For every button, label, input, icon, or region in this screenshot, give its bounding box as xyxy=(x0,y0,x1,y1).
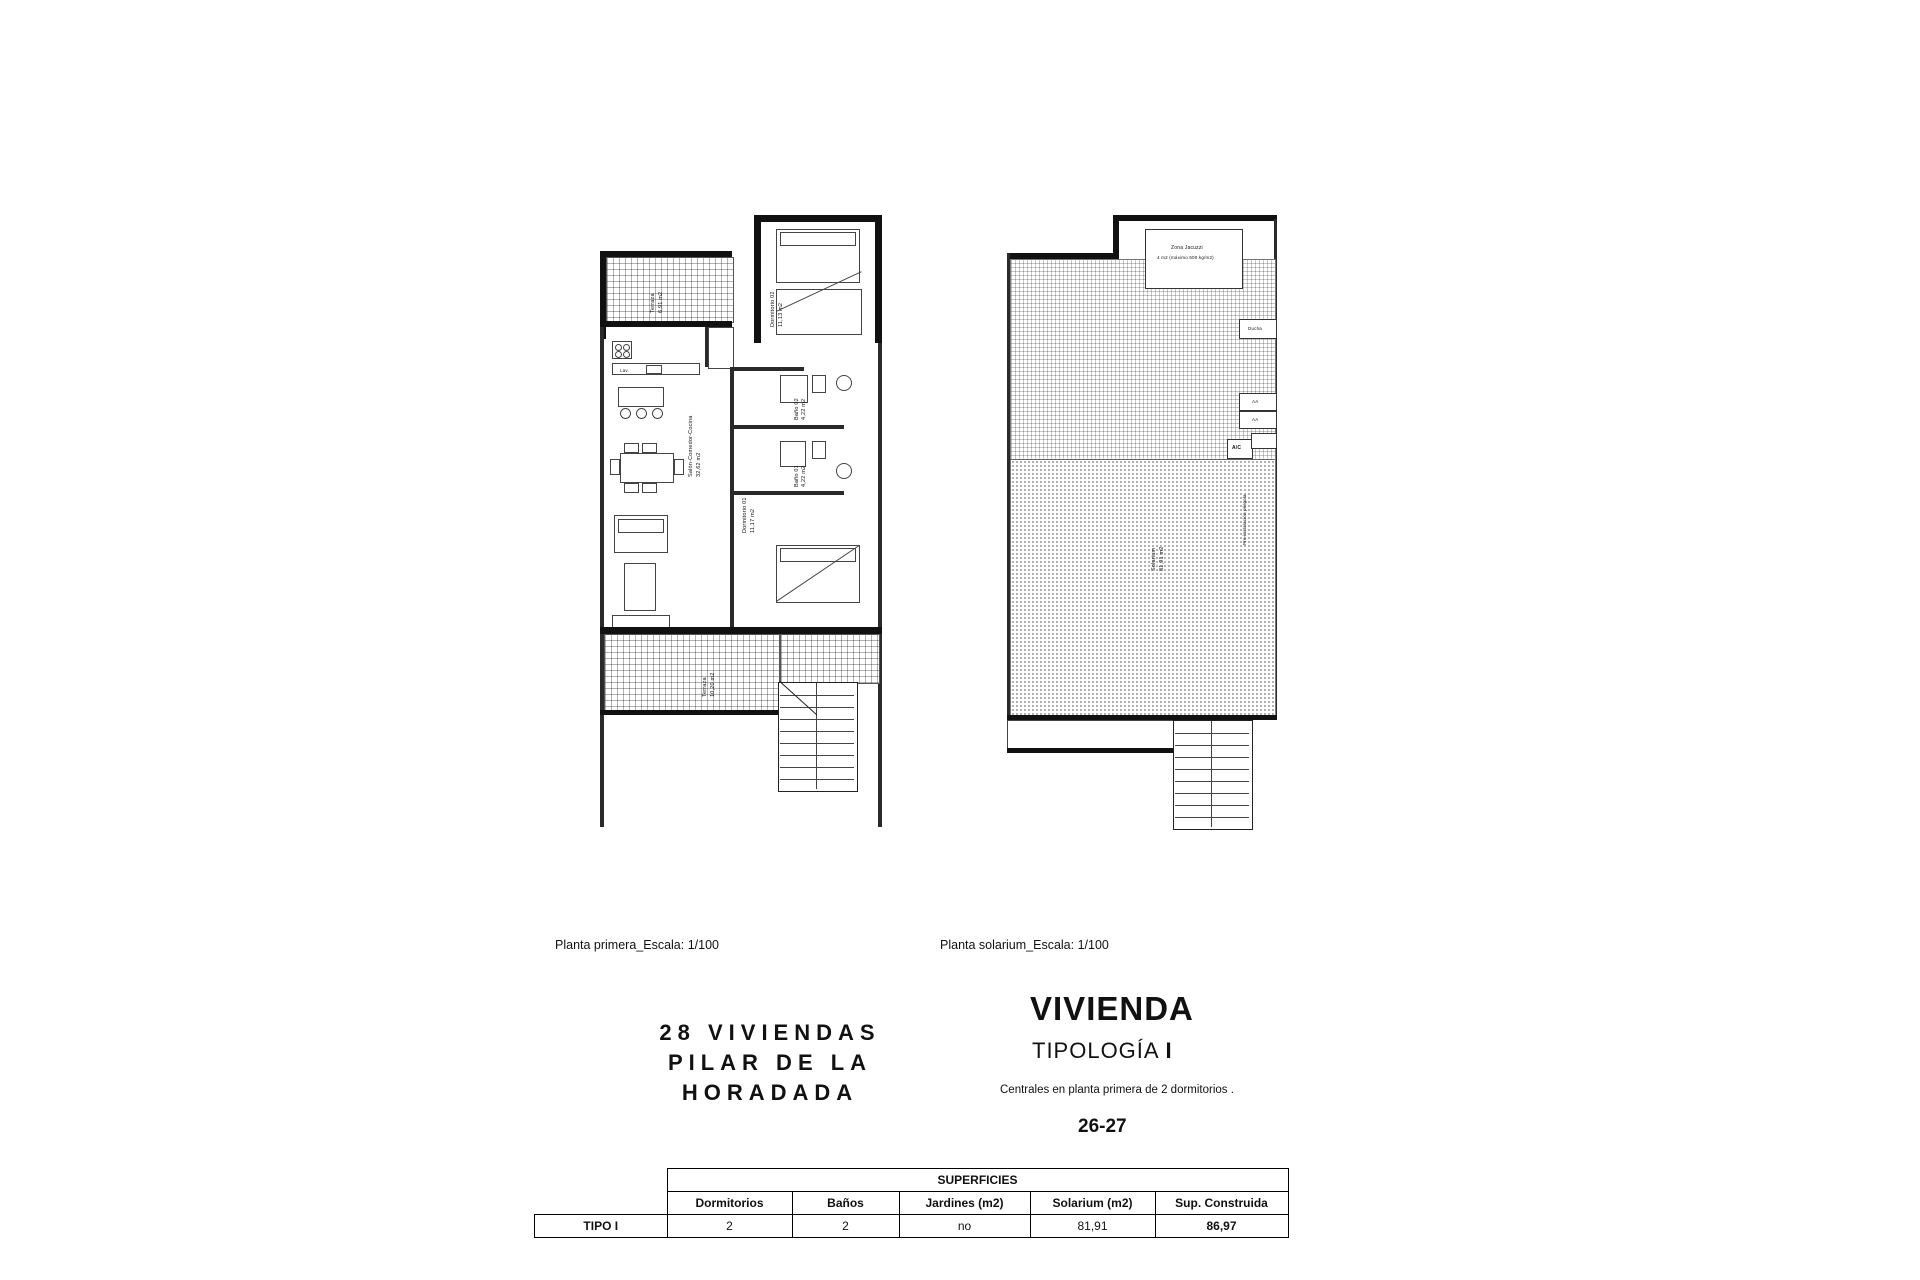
surfaces-table xyxy=(534,1168,1289,1238)
label-aa-2: AA xyxy=(1252,417,1259,422)
solarium-bottom-strip xyxy=(1007,720,1175,750)
label-dormitorio-01-area: 11,17 m2 xyxy=(750,508,756,533)
cell-jardines: no xyxy=(899,1215,1030,1238)
header-dormitorios: Dormitorios xyxy=(667,1192,792,1215)
label-pergola: Pre-instalación pérgola xyxy=(1242,494,1247,545)
project-title-line-3: HORADADA xyxy=(681,1080,859,1105)
row-label-tipo: TIPO I xyxy=(535,1215,668,1238)
subnote: Centrales en planta primera de 2 dormitorios . xyxy=(1000,1084,1234,1096)
label-zona-jacuzzi-note: 4 m2 (máximo 500 kg/m2) xyxy=(1157,255,1214,260)
label-dormitorio-02-area: 11,13 m2 xyxy=(778,302,784,327)
caption-first-floor: Planta primera_Escala: 1/100 xyxy=(555,938,719,952)
solarium-lower-surface xyxy=(1010,459,1276,717)
label-terraza-top-area: 6,91 m2 xyxy=(658,291,664,313)
stair-step-6 xyxy=(780,755,854,756)
tipologia-value: I xyxy=(1165,1038,1173,1063)
label-dormitorio-01: Dormitorio 01 xyxy=(742,497,748,533)
label-bano-02: Baño 02 xyxy=(794,398,800,420)
stool-3 xyxy=(652,408,663,419)
coffee-table xyxy=(624,563,656,611)
solarium-stair-step-1 xyxy=(1175,733,1249,734)
wall-bottom-outer xyxy=(600,710,780,715)
solarium-stair-step-6 xyxy=(1175,793,1249,794)
sink-01 xyxy=(836,463,852,479)
terrace-bottom-floor-2 xyxy=(780,634,880,684)
solarium-wall-top xyxy=(1113,215,1277,221)
wall-right-main xyxy=(878,343,882,827)
first-floor-plan xyxy=(590,215,890,905)
toilet-01 xyxy=(812,441,826,459)
wall-bath01-bottom xyxy=(734,491,844,495)
pergola-dash-1 xyxy=(1010,459,1274,460)
tipologia-line xyxy=(1032,1038,1173,1064)
shower-01 xyxy=(780,441,806,467)
solarium-plan xyxy=(985,215,1285,905)
solarium-stair-rail xyxy=(1211,721,1212,827)
table-spacer-2 xyxy=(535,1192,668,1215)
table-title: SUPERFICIES xyxy=(667,1169,1288,1192)
solarium-stair-step-2 xyxy=(1175,745,1249,746)
stair-step-7 xyxy=(780,767,854,768)
cell-solarium: 81,91 xyxy=(1030,1215,1155,1238)
label-ducha: Ducha xyxy=(1248,326,1263,331)
stair-step-2 xyxy=(780,707,854,708)
burner-3 xyxy=(615,351,622,358)
label-aa-1: AA xyxy=(1252,399,1259,404)
solarium-stair-step-7 xyxy=(1175,805,1249,806)
label-solarium: Solarium xyxy=(1151,547,1157,571)
wall-bottom-band xyxy=(600,627,882,634)
sink-02 xyxy=(836,375,852,391)
table-title-row xyxy=(535,1169,1289,1192)
stairs-first-floor xyxy=(778,682,858,792)
solarium-stair-step-5 xyxy=(1175,781,1249,782)
wall-top-right xyxy=(875,215,882,343)
cell-banos: 2 xyxy=(792,1215,899,1238)
label-bano-02-area: 4,22 m2 xyxy=(801,398,807,420)
header-sup-construida: Sup. Construida xyxy=(1155,1192,1288,1215)
solarium-wall-bottom-2 xyxy=(1007,748,1173,753)
wall-left-main xyxy=(600,327,604,827)
bed-02-pillow xyxy=(780,232,856,246)
label-salon: Salón-Comedor-Cocina xyxy=(688,415,694,477)
unit-numbers: 26-27 xyxy=(1078,1116,1127,1137)
wall-bath02-top xyxy=(734,367,804,371)
wall-top xyxy=(754,215,882,222)
sink-icon xyxy=(646,365,662,374)
stool-1 xyxy=(620,408,631,419)
stairs-solarium xyxy=(1173,720,1253,830)
solarium-stair-step-4 xyxy=(1175,769,1249,770)
wall-top-left xyxy=(754,215,761,343)
stair-step-1 xyxy=(780,695,854,696)
header-solarium: Solarium (m2) xyxy=(1030,1192,1155,1215)
stair-step-8 xyxy=(780,779,854,780)
project-title-line-1: 28 VIVIENDAS xyxy=(659,1020,881,1045)
ac-duct xyxy=(1251,433,1277,449)
wardrobe-02 xyxy=(776,289,862,335)
label-zona-jacuzzi: Zona Jacuzzi xyxy=(1171,245,1203,251)
closet-fgo xyxy=(708,327,734,369)
cell-sup-construida: 86,97 xyxy=(1155,1215,1288,1238)
chair-d6 xyxy=(674,459,684,475)
label-lav: Lav. xyxy=(620,368,629,373)
burner-1 xyxy=(615,344,622,351)
header-banos: Baños xyxy=(792,1192,899,1215)
label-terraza-top: Terraza xyxy=(650,293,656,313)
stair-step-5 xyxy=(780,743,854,744)
label-bano-01-area: 4,22 m2 xyxy=(801,465,807,487)
header-jardines: Jardines (m2) xyxy=(899,1192,1030,1215)
chair-d2 xyxy=(642,443,657,453)
solarium-upper-surface xyxy=(1010,259,1276,461)
kitchen-island xyxy=(618,387,664,407)
label-bano-01: Baño 01 xyxy=(794,465,800,487)
dining-table xyxy=(620,453,674,483)
burner-2 xyxy=(623,344,630,351)
chair-d1 xyxy=(624,443,639,453)
solarium-stair-step-3 xyxy=(1175,757,1249,758)
tipologia-label: TIPOLOGÍA xyxy=(1032,1038,1159,1063)
wall-bath02-bottom xyxy=(734,425,844,429)
solarium-stair-step-8 xyxy=(1175,817,1249,818)
label-ac: A/C xyxy=(1232,445,1242,451)
label-terraza-bottom: Terraza xyxy=(702,677,708,697)
toilet-02 xyxy=(812,375,826,393)
burner-4 xyxy=(623,351,630,358)
label-dormitorio-02: Dormitorio 02 xyxy=(770,291,776,327)
stool-2 xyxy=(636,408,647,419)
vivienda-title: VIVIENDA xyxy=(1030,990,1194,1027)
caption-solarium: Planta solarium_Escala: 1/100 xyxy=(940,938,1109,952)
wall-dorm01-left xyxy=(730,495,734,627)
project-title-line-2: PILAR DE LA xyxy=(667,1050,873,1075)
chair-d3 xyxy=(624,483,639,493)
label-salon-area: 32,62 m2 xyxy=(696,452,702,477)
chair-d4 xyxy=(642,483,657,493)
terrace-bottom-floor xyxy=(604,634,780,712)
cell-dormitorios: 2 xyxy=(667,1215,792,1238)
stair-step-4 xyxy=(780,731,854,732)
table-header-row xyxy=(535,1192,1289,1215)
table-spacer xyxy=(535,1169,668,1192)
terrace-top-floor xyxy=(606,257,734,323)
sofa-cushion xyxy=(618,519,664,533)
project-title xyxy=(630,1018,910,1108)
label-terraza-bottom-area: 10,20 m2 xyxy=(710,672,716,697)
chair-d5 xyxy=(610,459,620,475)
solarium-wall-top-left xyxy=(1113,215,1119,257)
stair-step-3 xyxy=(780,719,854,720)
label-solarium-area: 81,91 m2 xyxy=(1159,546,1165,571)
stair-center-rail xyxy=(816,683,817,789)
table-row xyxy=(535,1215,1289,1238)
